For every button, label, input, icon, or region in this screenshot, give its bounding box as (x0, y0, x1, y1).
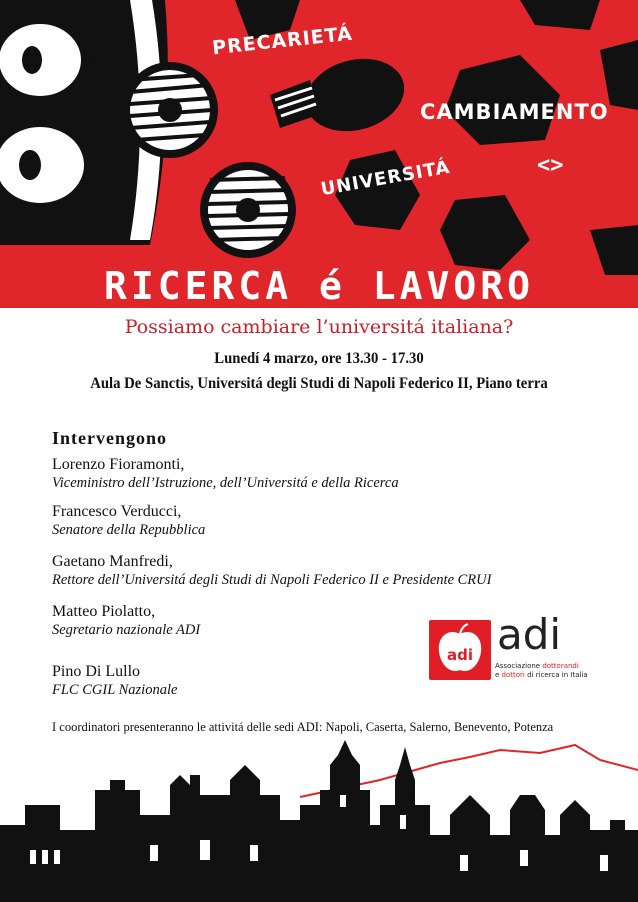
event-date-time: Lunedí 4 marzo, ore 13.30 - 17.30 (214, 350, 424, 367)
event-question: Possiamo cambiare l’universitá italiana? (124, 316, 514, 338)
speaker-item (52, 603, 200, 639)
speaker-name: Matteo Piolatto, (52, 603, 156, 620)
tagline-highlight: dottorandi (542, 662, 579, 670)
keyword-universita: UNIVERSITÁ (319, 156, 452, 201)
speaker-item (52, 456, 399, 492)
speaker-role: Senatore della Repubblica (52, 522, 206, 538)
speaker-role: FLC CGIL Nazionale (52, 682, 178, 698)
event-location: Aula De Sanctis, Universitá degli Studi di Napoli Federico II, Piano terra (90, 375, 548, 392)
blob-shape (440, 195, 530, 270)
tagline-part: Associazione (495, 662, 543, 670)
badge-text: adi (446, 646, 474, 664)
speaker-name: Lorenzo Fioramonti, (52, 456, 185, 473)
speaker-name: Pino Di Lullo (52, 663, 141, 680)
tagline-part: e (495, 671, 502, 679)
gear-icon (200, 162, 296, 258)
adi-wordmark: adi (497, 610, 562, 659)
gear-icon (122, 62, 218, 158)
speaker-item (52, 503, 205, 539)
speakers-heading: Intervengono (52, 428, 167, 448)
tagline-highlight: dottori (501, 671, 525, 679)
keyword-cambiamento: CAMBIAMENTO (420, 100, 609, 124)
keyword-precarieta: PRECARIETÁ (211, 22, 354, 60)
adi-tagline (495, 662, 588, 680)
speaker-role: Segretario nazionale ADI (52, 622, 201, 638)
speaker-role: Viceministro dell’Istruzione, dell’Universitá e della Ricerca (52, 475, 399, 491)
light-bulb-icon (270, 48, 412, 141)
skyline-silhouette (0, 740, 638, 902)
apple-icon (429, 620, 491, 680)
code-brackets-icon: <> (537, 153, 564, 178)
speaker-name: Francesco Verducci, (52, 503, 182, 520)
tagline-part: di ricerca in Italia (524, 671, 588, 679)
adi-logo (429, 610, 589, 680)
speaker-item (52, 663, 177, 699)
blob-shape (520, 0, 600, 30)
naples-skyline-illustration (0, 735, 638, 902)
speaker-name: Gaetano Manfredi, (52, 553, 173, 570)
speaker-role: Rettore dell’Universitá degli Studi di Napoli Federico II e Presidente CRUI (52, 572, 492, 588)
speaker-item (52, 553, 491, 589)
adi-apple-badge (429, 620, 491, 680)
poster-header (0, 0, 638, 308)
footer-note: I coordinatori presenteranno le attivitá delle sedi ADI: Napoli, Caserta, Salerno, Benevento, Potenza (52, 720, 554, 734)
poster-title: RICERCA é LAVORO (103, 264, 535, 308)
